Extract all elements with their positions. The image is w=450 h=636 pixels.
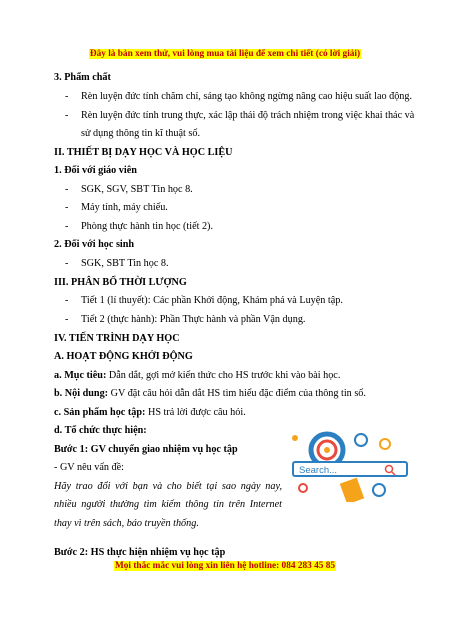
list-item-continuation: sử dụng thông tin kĩ thuật số. xyxy=(81,128,201,139)
section-heading: IV. TIẾN TRÌNH DẠY HỌC xyxy=(54,333,180,344)
bullet-dash: - xyxy=(65,295,69,306)
list-item-text: SGK, SBT Tin học 8. xyxy=(81,258,169,269)
subsection-heading: d. Tổ chức thực hiện: xyxy=(54,425,147,436)
list-item-text: Máy tính, máy chiếu. xyxy=(81,202,168,213)
bullet-dash: - xyxy=(65,110,69,121)
bullet-dash: - xyxy=(65,221,69,232)
gear-icon xyxy=(380,439,390,449)
gear-icon xyxy=(373,484,385,496)
bullet-dash: - xyxy=(65,184,69,195)
product-text: HS trả lời được câu hỏi. xyxy=(145,407,246,418)
target-center-icon xyxy=(324,447,330,453)
content-label: b. Nội dung: xyxy=(54,388,109,399)
bullet-dash: - xyxy=(65,314,69,325)
list-item xyxy=(65,313,305,327)
search-placeholder: Search... xyxy=(299,465,338,476)
gear-icon xyxy=(355,434,367,446)
list-item xyxy=(65,220,213,234)
subsection-heading: A. HOẠT ĐỘNG KHỞI ĐỘNG xyxy=(54,351,193,362)
list-item-text: Tiết 1 (lí thuyết): Các phần Khởi động, Khám phá và Luyện tập. xyxy=(81,295,343,306)
list-item-text: Tiết 2 (thực hành): Phần Thực hành và phần Vận dụng. xyxy=(81,314,306,325)
section-heading: III. PHÂN BỔ THỜI LƯỢNG xyxy=(54,277,187,288)
bullet-dash: - xyxy=(65,202,69,213)
question-line: thay vì trên sách, báo truyền thống. xyxy=(54,518,199,529)
subsection-heading: 1. Đối với giáo viên xyxy=(54,165,137,176)
goal-line xyxy=(54,369,340,383)
gv-instruction: - GV nêu vấn đề: xyxy=(54,462,124,473)
list-item xyxy=(65,257,169,271)
preview-banner xyxy=(0,49,450,59)
subsection-heading: 2. Đối với học sinh xyxy=(54,239,135,250)
step-heading: Bước 2: HS thực hiện nhiệm vụ học tập xyxy=(54,547,226,558)
goal-label: a. Mục tiêu: xyxy=(54,370,107,381)
list-item xyxy=(65,294,343,308)
product-line xyxy=(54,406,246,420)
list-item-text: Rèn luyện đức tính trung thực, xác lập thái độ trách nhiệm trong việc khai thác và xyxy=(81,110,415,121)
list-item xyxy=(65,183,193,197)
hand-icon xyxy=(340,478,364,502)
goal-text: Dẫn dắt, gợi mở kiến thức cho HS trước khi vào bài học. xyxy=(106,370,341,381)
product-label: c. Sản phẩm học tập: xyxy=(54,407,146,418)
list-item-text: SGK, SGV, SBT Tin học 8. xyxy=(81,184,193,195)
hotline-footer xyxy=(0,561,450,571)
hotline-footer-text: Mọi thắc mắc vui lòng xin liên hệ hotline: 084 283 45 85 xyxy=(114,561,336,571)
dot-icon xyxy=(299,484,307,492)
list-item-text: Phòng thực hành tin học (tiết 2). xyxy=(81,221,213,232)
question-line: nhiều người thường tìm kiếm thông tin trên Internet xyxy=(54,499,282,510)
list-item xyxy=(65,90,412,104)
list-item xyxy=(65,109,414,123)
step-heading: Bước 1: GV chuyển giao nhiệm vụ học tập xyxy=(54,444,238,455)
list-item xyxy=(65,201,168,215)
dot-icon xyxy=(292,435,298,441)
section-heading: II. THIẾT BỊ DẠY HỌC VÀ HỌC LIỆU xyxy=(54,147,233,158)
search-illustration xyxy=(287,430,417,502)
section-heading: 3. Phẩm chất xyxy=(54,72,111,83)
question-line: Hãy trao đổi với bạn và cho biết tại sao ngày nay, xyxy=(54,481,282,492)
preview-banner-text: Đây là bản xem thử, vui lòng mua tài liệu để xem chi tiết (có lời giải) xyxy=(89,49,361,59)
content-line xyxy=(54,387,366,401)
content-text: GV đặt câu hỏi dẫn dắt HS tìm hiểu đặc điểm của thông tin số. xyxy=(108,388,366,399)
bullet-dash: - xyxy=(65,91,69,102)
list-item-text: Rèn luyện đức tính chăm chỉ, sáng tạo không ngừng nâng cao hiệu suất lao động. xyxy=(81,91,413,102)
bullet-dash: - xyxy=(65,258,69,269)
